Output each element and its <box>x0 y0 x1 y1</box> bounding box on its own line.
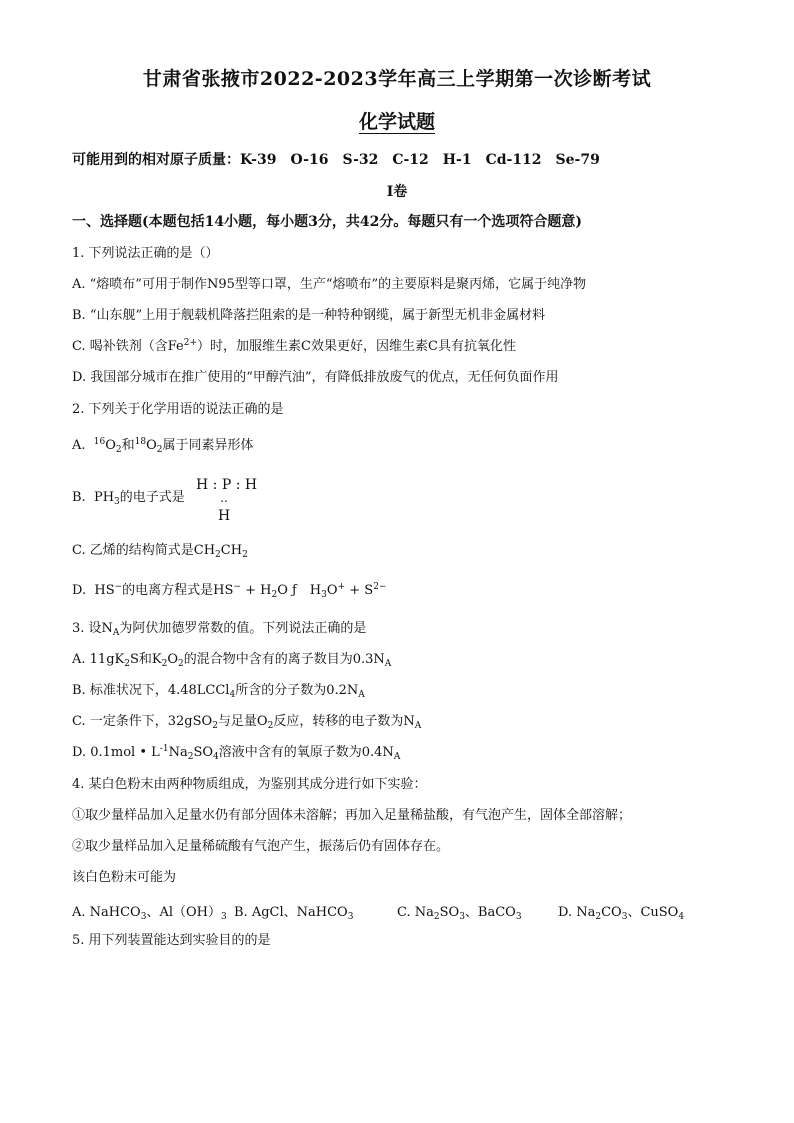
q2-d-eq2-sub: 2 <box>271 590 278 600</box>
q3-d-s1: 2 <box>187 752 194 762</box>
q2-d-text: 的电离方程式是 <box>122 583 214 598</box>
q3-d-sup: -1 <box>159 744 169 754</box>
q3-stem-pre: 3. 设N <box>72 621 113 636</box>
q1-option-c <box>72 338 516 356</box>
q4-d-mid: CO <box>601 905 622 920</box>
q2-c-sub1: 2 <box>215 550 221 560</box>
q2-a-o2: O <box>146 438 157 453</box>
q2-a-label: A. <box>72 438 86 453</box>
q2-d-minus: − <box>114 582 123 592</box>
q4-b-pre: B. AgCl、NaHCO <box>234 905 348 920</box>
q3-option-d <box>72 744 400 762</box>
q2-d-ion: HS <box>94 583 115 598</box>
q4-d-s2: 3 <box>621 912 628 922</box>
q4-b-s: 3 <box>347 912 354 922</box>
q3-option-b <box>72 682 365 700</box>
q2-a-sub2: 2 <box>156 445 163 455</box>
q4-c-pre: C. Na <box>397 905 434 920</box>
q2-a-o1: O <box>105 438 116 453</box>
q2-b-sub: 3 <box>114 497 120 507</box>
q3-d-mid2: SO <box>193 745 214 760</box>
q2-a-sup1: 16 <box>93 437 106 447</box>
q3-c-sA: A <box>414 721 422 731</box>
atomic-masses: 可能用到的相对原子质量：K-39 O-16 S-32 C-12 H-1 Cd-112 Se-79 <box>72 152 600 168</box>
q2-c-text: C. 乙烯的结构简式是 <box>72 543 194 558</box>
section-heading: 一、选择题(本题包括14小题，每小题3分，共42分。每题只有一个选项符合题意) <box>72 214 582 230</box>
q3-a-post: 的混合物中含有的离子数目为0.3N <box>183 652 385 667</box>
q5-stem: 5. 用下列装置能达到实验目的的是 <box>72 933 271 948</box>
q4-may-be: 该白色粉末可能为 <box>72 870 177 885</box>
q4-stem: 4. 某白色粉末由两种物质组成，为鉴别其成分进行如下实验： <box>72 777 427 792</box>
q3-c-s1: 2 <box>212 721 218 731</box>
q2-b-label: B. <box>72 490 86 505</box>
q2-d-eq5: + S <box>345 583 374 598</box>
page-title: 甘肃省张掖市2022-2023学年高三上学期第一次诊断考试 <box>142 68 652 90</box>
q2-d-label: D. <box>72 583 87 598</box>
q1-stem: 1. 下列说法正确的是（） <box>72 246 219 261</box>
q4-c-s2: 3 <box>459 912 465 922</box>
q1-option-a: A. “熔喷布”可用于制作N95型等口罩，生产“熔喷布”的主要原料是聚丙烯，它属于纯净物 <box>72 277 587 292</box>
q2-option-a <box>72 437 254 455</box>
q3-b-pre: B. 标准状况下，4.48LCCl <box>72 683 230 698</box>
q3-c-s2: 2 <box>267 721 274 731</box>
q3-a-mid: S和K <box>129 652 162 667</box>
q4-a-post: 、Al（OH） <box>146 905 222 920</box>
q3-a-pre: A. 11gK <box>72 652 125 667</box>
q2-c-sub2: 2 <box>242 550 248 560</box>
lewis-structure-bottom: H <box>218 508 231 524</box>
subtitle-text: 化学试题 <box>358 111 435 133</box>
q4-a-s2: 3 <box>221 912 227 922</box>
q3-b-sA: A <box>358 690 365 700</box>
q3-b-s: 4 <box>229 690 236 700</box>
q3-stem-sub: A <box>112 628 120 638</box>
q4-c-mid: SO <box>439 905 460 920</box>
q4-c-mid2: 、BaCO <box>464 905 516 920</box>
q2-d-eq2: + H <box>240 583 272 598</box>
lewis-structure-top: H : P : H <box>196 477 258 493</box>
q1-option-d: D. 我国部分城市在推广使用的“甲醇汽油”，有降低排放废气的优点，无任何负面作用 <box>72 370 559 385</box>
q4-d-s1: 2 <box>595 912 602 922</box>
q4-option-d <box>558 901 684 920</box>
q2-option-b <box>72 489 185 507</box>
q1-c-post: ）时，加服维生素C效果更好，因维生素C具有抗氧化性 <box>197 339 516 354</box>
volume-heading: I卷 <box>386 184 408 200</box>
q3-stem-post: 为阿伏加德罗常数的值。下列说法正确的是 <box>119 621 367 636</box>
q3-c-pre: C. 一定条件下，32gSO <box>72 714 213 729</box>
q2-d-eq4-sup: + <box>337 582 346 592</box>
q1-c-sup: 2+ <box>183 338 198 348</box>
q3-b-post: 所含的分子数为0.2N <box>235 683 359 698</box>
q2-c-formula2: CH <box>220 543 243 558</box>
q2-c-formula: CH <box>193 543 216 558</box>
q3-d-pre: D. 0.1mol • L <box>72 745 160 760</box>
lewis-structure-dots: ‥ <box>220 491 229 505</box>
q1-c-pre: C. 喝补铁剂（含Fe <box>72 339 184 354</box>
q3-option-c <box>72 713 421 731</box>
q2-d-eq5-sup: 2− <box>373 582 387 592</box>
q2-a-sub1: 2 <box>115 445 122 455</box>
q3-a-s3: 2 <box>178 659 184 669</box>
q4-option-b <box>234 901 353 920</box>
q2-stem: 2. 下列关于化学用语的说法正确的是 <box>72 402 284 417</box>
q2-a-and: 和 <box>121 438 135 453</box>
q3-a-s2: 2 <box>161 659 168 669</box>
q2-d-eq1-sup: − <box>233 582 241 592</box>
q2-a-sup2: 18 <box>134 437 147 447</box>
q2-d-eq3: O ƒ H <box>277 583 322 598</box>
q3-option-a <box>72 651 391 669</box>
q2-a-text: 属于同素异形体 <box>162 438 254 453</box>
q2-b-formula: PH <box>93 490 115 505</box>
q2-b-text: 的电子式是 <box>119 490 185 505</box>
q2-option-d <box>72 582 386 600</box>
q4-d-mid2: 、CuSO <box>627 905 679 920</box>
q4-a-pre: A. NaHCO <box>72 905 141 920</box>
q2-d-eq1: HS <box>213 583 234 598</box>
q3-d-mid: Na <box>168 745 188 760</box>
q3-c-post: 反应，转移的电子数为N <box>273 714 415 729</box>
q2-d-eq4: O <box>326 583 338 598</box>
q4-d-pre: D. Na <box>558 905 596 920</box>
q4-step-2: ②取少量样品加入足量稀硫酸有气泡产生，振荡后仍有固体存在。 <box>72 839 450 854</box>
q2-d-eq3-sub: 3 <box>321 590 327 600</box>
q3-a-mid2: O <box>167 652 178 667</box>
q4-c-s1: 2 <box>433 912 440 922</box>
q2-option-c <box>72 542 248 560</box>
q3-d-s2: 4 <box>213 752 219 762</box>
q3-a-sA: A <box>384 659 392 669</box>
q4-option-c <box>397 901 522 920</box>
q4-d-s3: 4 <box>678 912 685 922</box>
q3-d-post: 溶液中含有的氧原子数为0.4N <box>218 745 394 760</box>
q3-c-mid: 与足量O <box>217 714 268 729</box>
page-subtitle <box>0 113 794 131</box>
q3-stem <box>72 620 366 638</box>
q4-step-1: ①取少量样品加入足量水仍有部分固体未溶解；再加入足量稀盐酸，有气泡产生，固体全部溶解； <box>72 808 632 823</box>
q4-option-a <box>72 901 227 920</box>
q1-option-b: B. “山东舰”上用于舰载机降落拦阻索的是一种特种钢缆，属于新型无机非金属材料 <box>72 308 546 323</box>
q4-c-s3: 3 <box>515 912 522 922</box>
q4-a-s: 3 <box>140 912 147 922</box>
q3-d-sA: A <box>393 752 401 762</box>
q3-a-s1: 2 <box>124 659 130 669</box>
